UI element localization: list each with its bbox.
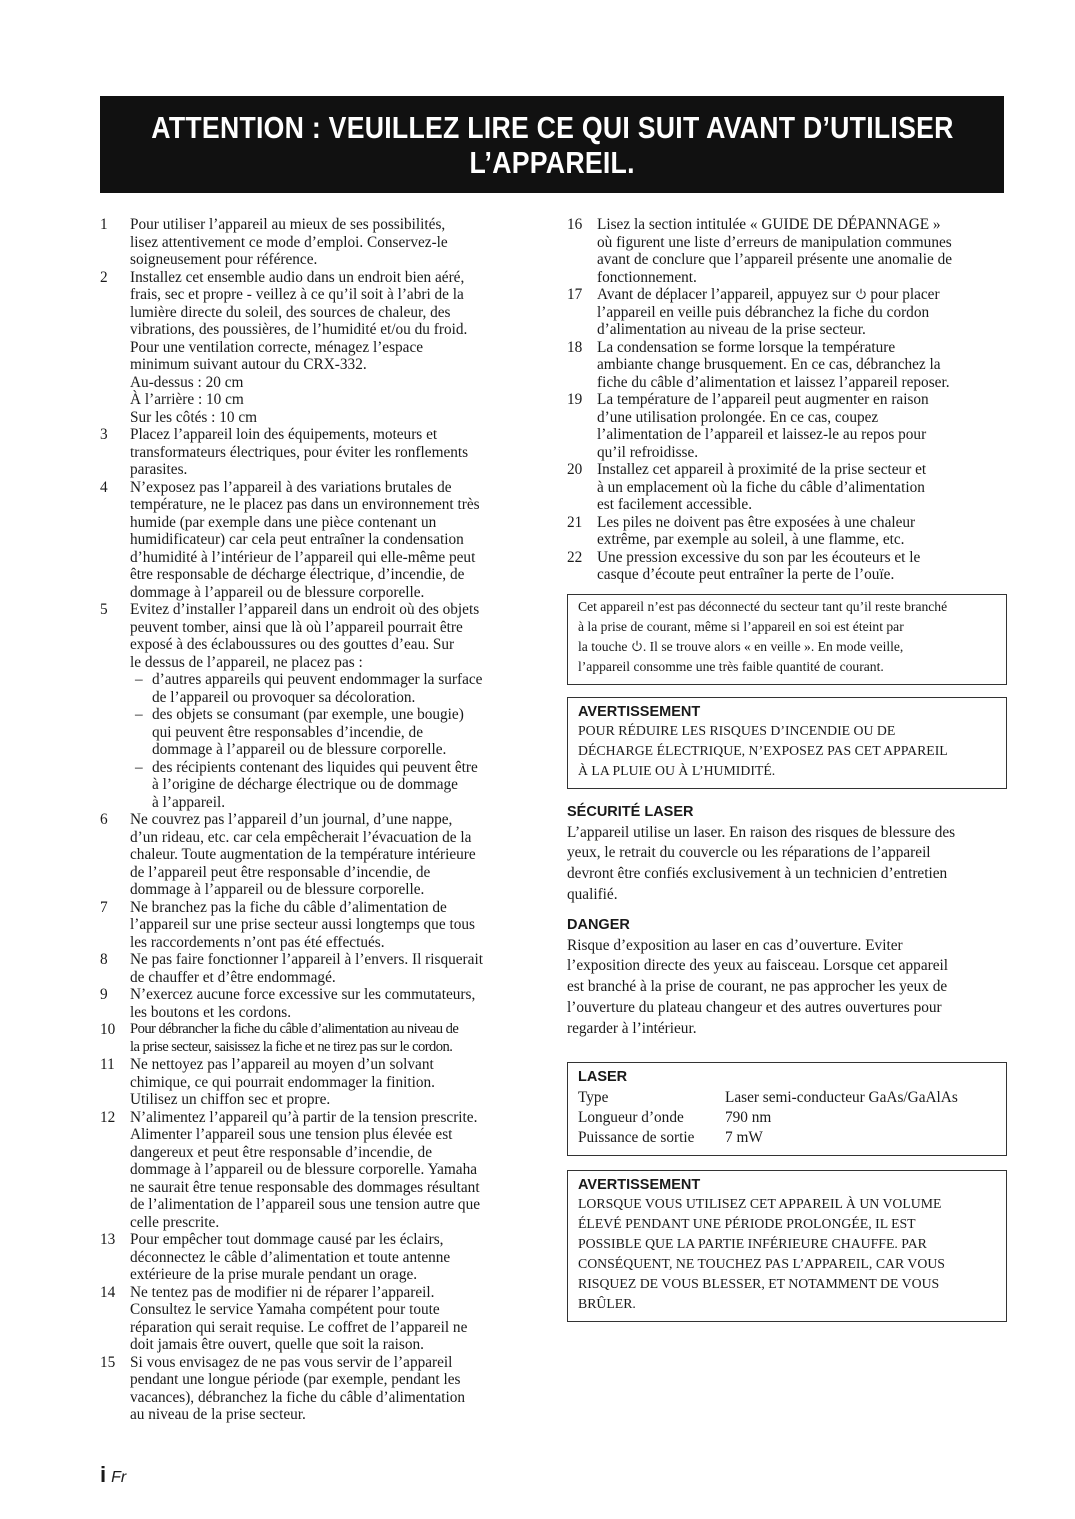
- laser-spec-row: [578, 1088, 958, 1108]
- text-line: d’alimentation au niveau de la prise secteur.: [597, 321, 866, 338]
- page-number: i: [100, 1462, 107, 1487]
- text-line: N’exercez aucune force excessive sur les commutateurs,: [130, 986, 476, 1003]
- text-line: ne saurait être tenue responsable des dommages résultant: [130, 1178, 480, 1196]
- text-line: où figurent une liste d’erreurs de manipulation communes: [597, 233, 952, 251]
- text-line: Pour une ventilation correcte, ménagez l’espace: [130, 338, 424, 356]
- text-line: Une pression excessive du son par les écouteurs et le: [597, 548, 921, 566]
- text-line: frais, sec et propre - veillez à ce qu’il soit à l’abri de la: [130, 286, 464, 303]
- precaution-item-18: [567, 339, 1007, 392]
- power-standby-icon: [855, 288, 867, 300]
- precaution-item-12: [100, 1109, 538, 1232]
- warning-box-humidity: [567, 697, 1007, 789]
- precautions-list-left: [100, 216, 538, 1424]
- text-line: réparation qui serait requise. Le coffret de l’appareil ne: [130, 1318, 468, 1336]
- item-number: 16: [567, 216, 583, 233]
- item-number: 19: [567, 391, 583, 408]
- text-line: à l’origine de décharge électrique ou de dommage: [152, 776, 458, 793]
- text-line: des récipients contenant des liquides qui peuvent être: [152, 758, 478, 776]
- text-line: N’exposez pas l’appareil à des variations brutales de: [130, 478, 452, 496]
- laser-spec-value: 7 mW: [725, 1128, 763, 1146]
- text-line: dangereux et peut être responsable d’incendie, de: [130, 1143, 432, 1161]
- precaution-item-19: [567, 391, 1007, 461]
- laser-specs-title: LASER: [578, 1068, 628, 1085]
- text-line: La condensation se forme lorsque la température: [597, 338, 896, 356]
- item-number: 5: [100, 601, 108, 618]
- text-line: de chauffer et d’être endommagé.: [130, 968, 336, 986]
- text-line: Pour empêcher tout dommage causé par les éclairs,: [130, 1231, 444, 1248]
- text-line: RISQUEZ DE VOUS BLESSER, ET NOTAMMENT DE VOUS: [578, 1275, 940, 1291]
- text-line: humide (par exemple dans une pièce contenant un: [130, 513, 437, 531]
- standby-note-box: [567, 594, 1007, 685]
- warning-title: AVERTISSEMENT: [578, 1176, 701, 1193]
- dash-list: [130, 671, 538, 811]
- text-line: Ne nettoyez pas l’appareil au moyen d’un solvant: [130, 1056, 434, 1073]
- text-line: À LA PLUIE OU À L’HUMIDITÉ.: [578, 762, 776, 778]
- item-number: 17: [567, 286, 583, 303]
- item-number: 4: [100, 478, 108, 496]
- left-column: [100, 216, 538, 1424]
- text-line: vibrations, des poussières, de l’humidité et/ou du froid.: [130, 321, 468, 338]
- item-number: 6: [100, 811, 108, 828]
- text-line: l’exposition directe des yeux au faisceau. Lorsque cet appareil: [567, 957, 948, 975]
- laser-safety-text: [567, 823, 1007, 906]
- text-line: de l’appareil peut être responsable d’incendie, de: [130, 863, 431, 881]
- laser-safety-title: SÉCURITÉ LASER: [567, 803, 694, 820]
- item-number: 7: [100, 898, 108, 916]
- item-number: 21: [567, 513, 583, 531]
- text-line: avant de conclure que l’appareil présente une anomalie de: [597, 251, 953, 268]
- dash-bullet: –: [135, 671, 143, 688]
- text-line: d’humidité à l’intérieur de l’appareil qui elle-même peut: [130, 548, 476, 566]
- text-line: l’appareil sur une prise secteur aussi longtemps que tous: [130, 916, 475, 933]
- item-number: 1: [100, 216, 108, 233]
- laser-specs-box: [567, 1062, 1007, 1156]
- text-line: à un emplacement où la fiche du câble d’alimentation: [597, 478, 925, 496]
- precaution-item-5: [100, 601, 538, 811]
- text-line: soigneusement pour référence.: [130, 251, 318, 268]
- item-number: 20: [567, 461, 583, 478]
- precaution-item-9: [100, 986, 538, 1021]
- text-line: La température de l’appareil peut augmenter en raison: [597, 391, 929, 408]
- text-line: l’alimentation de l’appareil et laissez-le au repos pour: [597, 426, 927, 443]
- text-line: l’appareil en veille puis débranchez la fiche du cordon: [597, 303, 930, 321]
- text-line: Alimenter l’appareil sous une tension plus élevée est: [130, 1126, 453, 1143]
- text-line: qu’il refroidisse.: [597, 443, 699, 461]
- item-number: 15: [100, 1353, 116, 1371]
- text-line: Risque d’exposition au laser en cas d’ouverture. Eviter: [567, 936, 903, 954]
- text-line: humidificateur) car cela peut entraîner la condensation: [130, 531, 464, 548]
- text-line: au niveau de la prise secteur.: [130, 1406, 306, 1423]
- text-line: lisez attentivement ce mode d’emploi. Conservez-le: [130, 233, 448, 251]
- item-number: 8: [100, 951, 108, 968]
- text-line: fonctionnement.: [597, 268, 697, 286]
- text-line: dommage à l’appareil ou de blessure corporelle.: [130, 881, 425, 898]
- text-line: Si vous envisagez de ne pas vous servir de l’appareil: [130, 1353, 453, 1371]
- dash-bullet: –: [135, 706, 143, 723]
- text-line: LORSQUE VOUS UTILISEZ CET APPAREIL À UN VOLUME: [578, 1195, 942, 1211]
- text-line: de l’appareil ou provoquer sa décoloration.: [152, 688, 416, 706]
- text-line: Ne tentez pas de modifier ni de réparer l’appareil.: [130, 1283, 435, 1301]
- text-line: est facilement accessible.: [597, 496, 753, 513]
- text-line: Installez cet ensemble audio dans un endroit bien aéré,: [130, 268, 465, 286]
- text-line: Installez cet appareil à proximité de la prise secteur et: [597, 461, 927, 478]
- text-line: température, ne le placez pas dans un environnement très: [130, 496, 480, 513]
- text-line: Placez l’appareil loin des équipements, moteurs et: [130, 426, 438, 443]
- danger-section: [567, 916, 1007, 1040]
- precaution-item-22: [567, 549, 1007, 584]
- text-line: chaleur. Toute augmentation de la température intérieure: [130, 846, 476, 863]
- precaution-item-4: [100, 479, 538, 602]
- text-line: Pour utiliser l’appareil au mieux de ses possibilités,: [130, 216, 446, 233]
- warning-text: [578, 721, 996, 781]
- dash-item: [130, 706, 538, 759]
- text-line: Ne couvrez pas l’appareil d’un journal, d’une nappe,: [130, 811, 453, 828]
- text-line: peuvent tomber, ainsi que là où l’appareil pourrait être: [130, 618, 463, 636]
- laser-spec-label: Puissance de sortie: [578, 1128, 695, 1146]
- text-line: À l’arrière : 10 cm: [130, 391, 244, 408]
- standby-note-line: à la prise de courant, même si l’appareil en soi est éteint par: [578, 618, 904, 634]
- item-number: 12: [100, 1108, 116, 1126]
- warning-title: AVERTISSEMENT: [578, 703, 701, 720]
- item-number: 11: [100, 1056, 115, 1073]
- warning-box-heat: [567, 1170, 1007, 1322]
- text-line: Consultez le service Yamaha compétent pour toute: [130, 1301, 440, 1318]
- laser-spec-row: [578, 1128, 958, 1148]
- text-line: chimique, ce qui pourrait endommager la finition.: [130, 1073, 435, 1091]
- laser-spec-row: [578, 1108, 958, 1128]
- text-line: minimum suivant autour du CRX-332.: [130, 356, 367, 373]
- text-line: d’un rideau, etc. car cela empêcherait l’évacuation de la: [130, 828, 472, 846]
- danger-title: DANGER: [567, 916, 630, 933]
- text-line: Au-dessus : 20 cm: [130, 373, 244, 391]
- text-line: est branché à la prise de courant, ne pas approcher les yeux de: [567, 978, 948, 996]
- precaution-item-6: [100, 811, 538, 899]
- text-line: BRÛLER.: [578, 1295, 636, 1311]
- precaution-item-11: [100, 1056, 538, 1109]
- precaution-item-20: [567, 461, 1007, 514]
- text-line: yeux, le retrait du couvercle ou les réparations de l’appareil: [567, 844, 931, 862]
- text-line: ÉLEVÉ PENDANT UNE PÉRIODE PROLONGÉE, IL EST: [578, 1215, 916, 1231]
- text-line: DÉCHARGE ÉLECTRIQUE, N’EXPOSEZ PAS CET APPAREIL: [578, 742, 948, 758]
- text-line: Lisez la section intitulée « GUIDE DE DÉPANNAGE »: [597, 216, 941, 233]
- item-number: 3: [100, 426, 108, 443]
- precaution-item-3: [100, 426, 538, 479]
- text-line: fiche du câble d’alimentation et laissez l’appareil reposer.: [597, 373, 950, 391]
- laser-spec-value: Laser semi-conducteur GaAs/GaAlAs: [725, 1088, 958, 1106]
- dash-item: [130, 671, 538, 706]
- text-line: dommage à l’appareil ou de blessure corporelle.: [130, 583, 425, 601]
- text-line: l’ouverture du plateau changeur et des autres ouvertures pour: [567, 999, 942, 1017]
- text-line: exposé à des éclaboussures ou des gouttes d’eau. Sur: [130, 636, 455, 653]
- text-line: CONSÉQUENT, NE TOUCHEZ PAS L’APPAREIL, CAR VOUS: [578, 1255, 945, 1271]
- text-line: dommage à l’appareil ou de blessure corporelle. Yamaha: [130, 1161, 478, 1178]
- text-line: Utilisez un chiffon sec et propre.: [130, 1091, 331, 1108]
- dash-item: [130, 759, 538, 812]
- text-line: Les piles ne doivent pas être exposées à une chaleur: [597, 513, 916, 531]
- text-line: extérieure de la prise murale pendant un orage.: [130, 1266, 418, 1283]
- page-title-line-2: L’APPAREIL.: [469, 144, 635, 180]
- text-line: le dessus de l’appareil, ne placez pas :: [130, 653, 363, 671]
- text-line: pendant une longue période (par exemple, pendant les: [130, 1371, 461, 1388]
- precaution-item-14: [100, 1284, 538, 1354]
- text-line: les boutons et les cordons.: [130, 1003, 292, 1021]
- text-line: vacances), débranchez la fiche du câble d’alimentation: [130, 1388, 466, 1406]
- item-number: 10: [100, 1021, 116, 1038]
- text-line: qui peuvent être responsables d’incendie, de: [152, 723, 423, 741]
- power-standby-icon: [631, 640, 643, 652]
- precautions-list-right: [567, 216, 1007, 584]
- item-number: 13: [100, 1231, 116, 1248]
- text-line: casque d’écoute peut entraîner la perte de l’ouïe.: [597, 566, 895, 583]
- text-line: lumière directe du soleil, des sources de chaleur, des: [130, 303, 451, 321]
- precaution-item-16: [567, 216, 1007, 286]
- text-line: devront être confiés exclusivement à un technicien d’entretien: [567, 865, 948, 883]
- text-line: parasites.: [130, 461, 188, 478]
- text-line: Evitez d’installer l’appareil dans un endroit où des objets: [130, 601, 480, 618]
- laser-spec-value: 790 nm: [725, 1108, 772, 1126]
- precaution-item-2: [100, 269, 538, 427]
- standby-note-line: [578, 637, 996, 657]
- language-code: Fr: [111, 1469, 127, 1486]
- text-line: d’autres appareils qui peuvent endommager la surface: [152, 671, 483, 688]
- text-line: POUR RÉDUIRE LES RISQUES D’INCENDIE OU DE: [578, 722, 896, 738]
- standby-note-text: la touche: [578, 638, 628, 654]
- text-line: transformateurs électriques, pour éviter les ronflements: [130, 443, 469, 461]
- text-line: Ne pas faire fonctionner l’appareil à l’envers. Il risquerait: [130, 951, 483, 968]
- text-line: dommage à l’appareil ou de blessure corporelle.: [152, 741, 447, 758]
- text-line: les raccordements n’ont pas été effectués.: [130, 933, 385, 951]
- warning-text: [578, 1194, 996, 1314]
- text-line: celle prescrite.: [130, 1213, 220, 1231]
- laser-safety-section: [567, 803, 1007, 906]
- precaution-item-10: [100, 1021, 538, 1056]
- page-footer: [100, 1462, 126, 1488]
- text-line: ambiante change brusquement. En ce cas, débranchez la: [597, 356, 941, 373]
- text-line: regarder à l’intérieur.: [567, 1019, 697, 1037]
- text-line: des objets se consumant (par exemple, une bougie): [152, 706, 464, 723]
- right-column: [567, 216, 1007, 1322]
- item-number: 22: [567, 548, 583, 566]
- laser-spec-label: Longueur d’onde: [578, 1108, 684, 1126]
- text-line: de l’alimentation de l’appareil sous une tension autre que: [130, 1196, 481, 1213]
- precaution-item-17: [567, 286, 1007, 339]
- standby-note-line: l’appareil consomme une très faible quantité de courant.: [578, 658, 884, 674]
- page-title-line-1: ATTENTION : VEUILLEZ LIRE CE QUI SUIT AVANT D’UTILISER: [150, 109, 954, 145]
- standby-note-line: Cet appareil n’est pas déconnecté du secteur tant qu’il reste branché: [578, 598, 948, 614]
- precaution-item-8: [100, 951, 538, 986]
- precaution-item-7: [100, 899, 538, 952]
- text-line: N’alimentez l’appareil qu’à partir de la tension prescrite.: [130, 1108, 478, 1126]
- precaution-item-15: [100, 1354, 538, 1424]
- text-line: Avant de déplacer l’appareil, appuyez sur pour placer: [597, 286, 940, 303]
- precaution-item-13: [100, 1231, 538, 1284]
- danger-text: [567, 936, 1007, 1040]
- page-title-banner: [100, 96, 1004, 193]
- text-line: à l’appareil.: [152, 793, 226, 811]
- text-line: L’appareil utilise un laser. En raison des risques de blessure des: [567, 823, 956, 841]
- text-line: d’une utilisation prolongée. En ce cas, coupez: [597, 408, 879, 426]
- precaution-item-1: [100, 216, 538, 269]
- text-line: doit jamais être ouvert, quelle que soit la raison.: [130, 1336, 424, 1353]
- text-line: extrême, par exemple au soleil, à une flamme, etc.: [597, 531, 905, 548]
- item-number: 14: [100, 1283, 116, 1301]
- text-line: Pour débrancher la fiche du câble d’alimentation au niveau de: [130, 1021, 459, 1037]
- text-line: POSSIBLE QUE LA PARTIE INFÉRIEURE CHAUFFE. PAR: [578, 1235, 927, 1251]
- precaution-item-21: [567, 514, 1007, 549]
- text-line: Sur les côtés : 10 cm: [130, 408, 258, 426]
- laser-spec-label: Type: [578, 1088, 609, 1106]
- text-line: qualifié.: [567, 885, 618, 903]
- text-line: être responsable de décharge électrique, d’incendie, de: [130, 566, 465, 583]
- text-line: déconnectez le câble d’alimentation et toute antenne: [130, 1248, 451, 1266]
- dash-bullet: –: [135, 758, 143, 776]
- text-line: Ne branchez pas la fiche du câble d’alimentation de: [130, 898, 447, 916]
- item-number: 18: [567, 338, 583, 356]
- text-line: la prise secteur, saisissez la fiche et ne tirez pas sur le cordon.: [130, 1038, 453, 1055]
- laser-specs-table: [578, 1088, 958, 1148]
- standby-note-text: . Il se trouve alors « en veille ». En mode veille,: [642, 638, 904, 654]
- item-number: 9: [100, 986, 108, 1003]
- item-number: 2: [100, 268, 108, 286]
